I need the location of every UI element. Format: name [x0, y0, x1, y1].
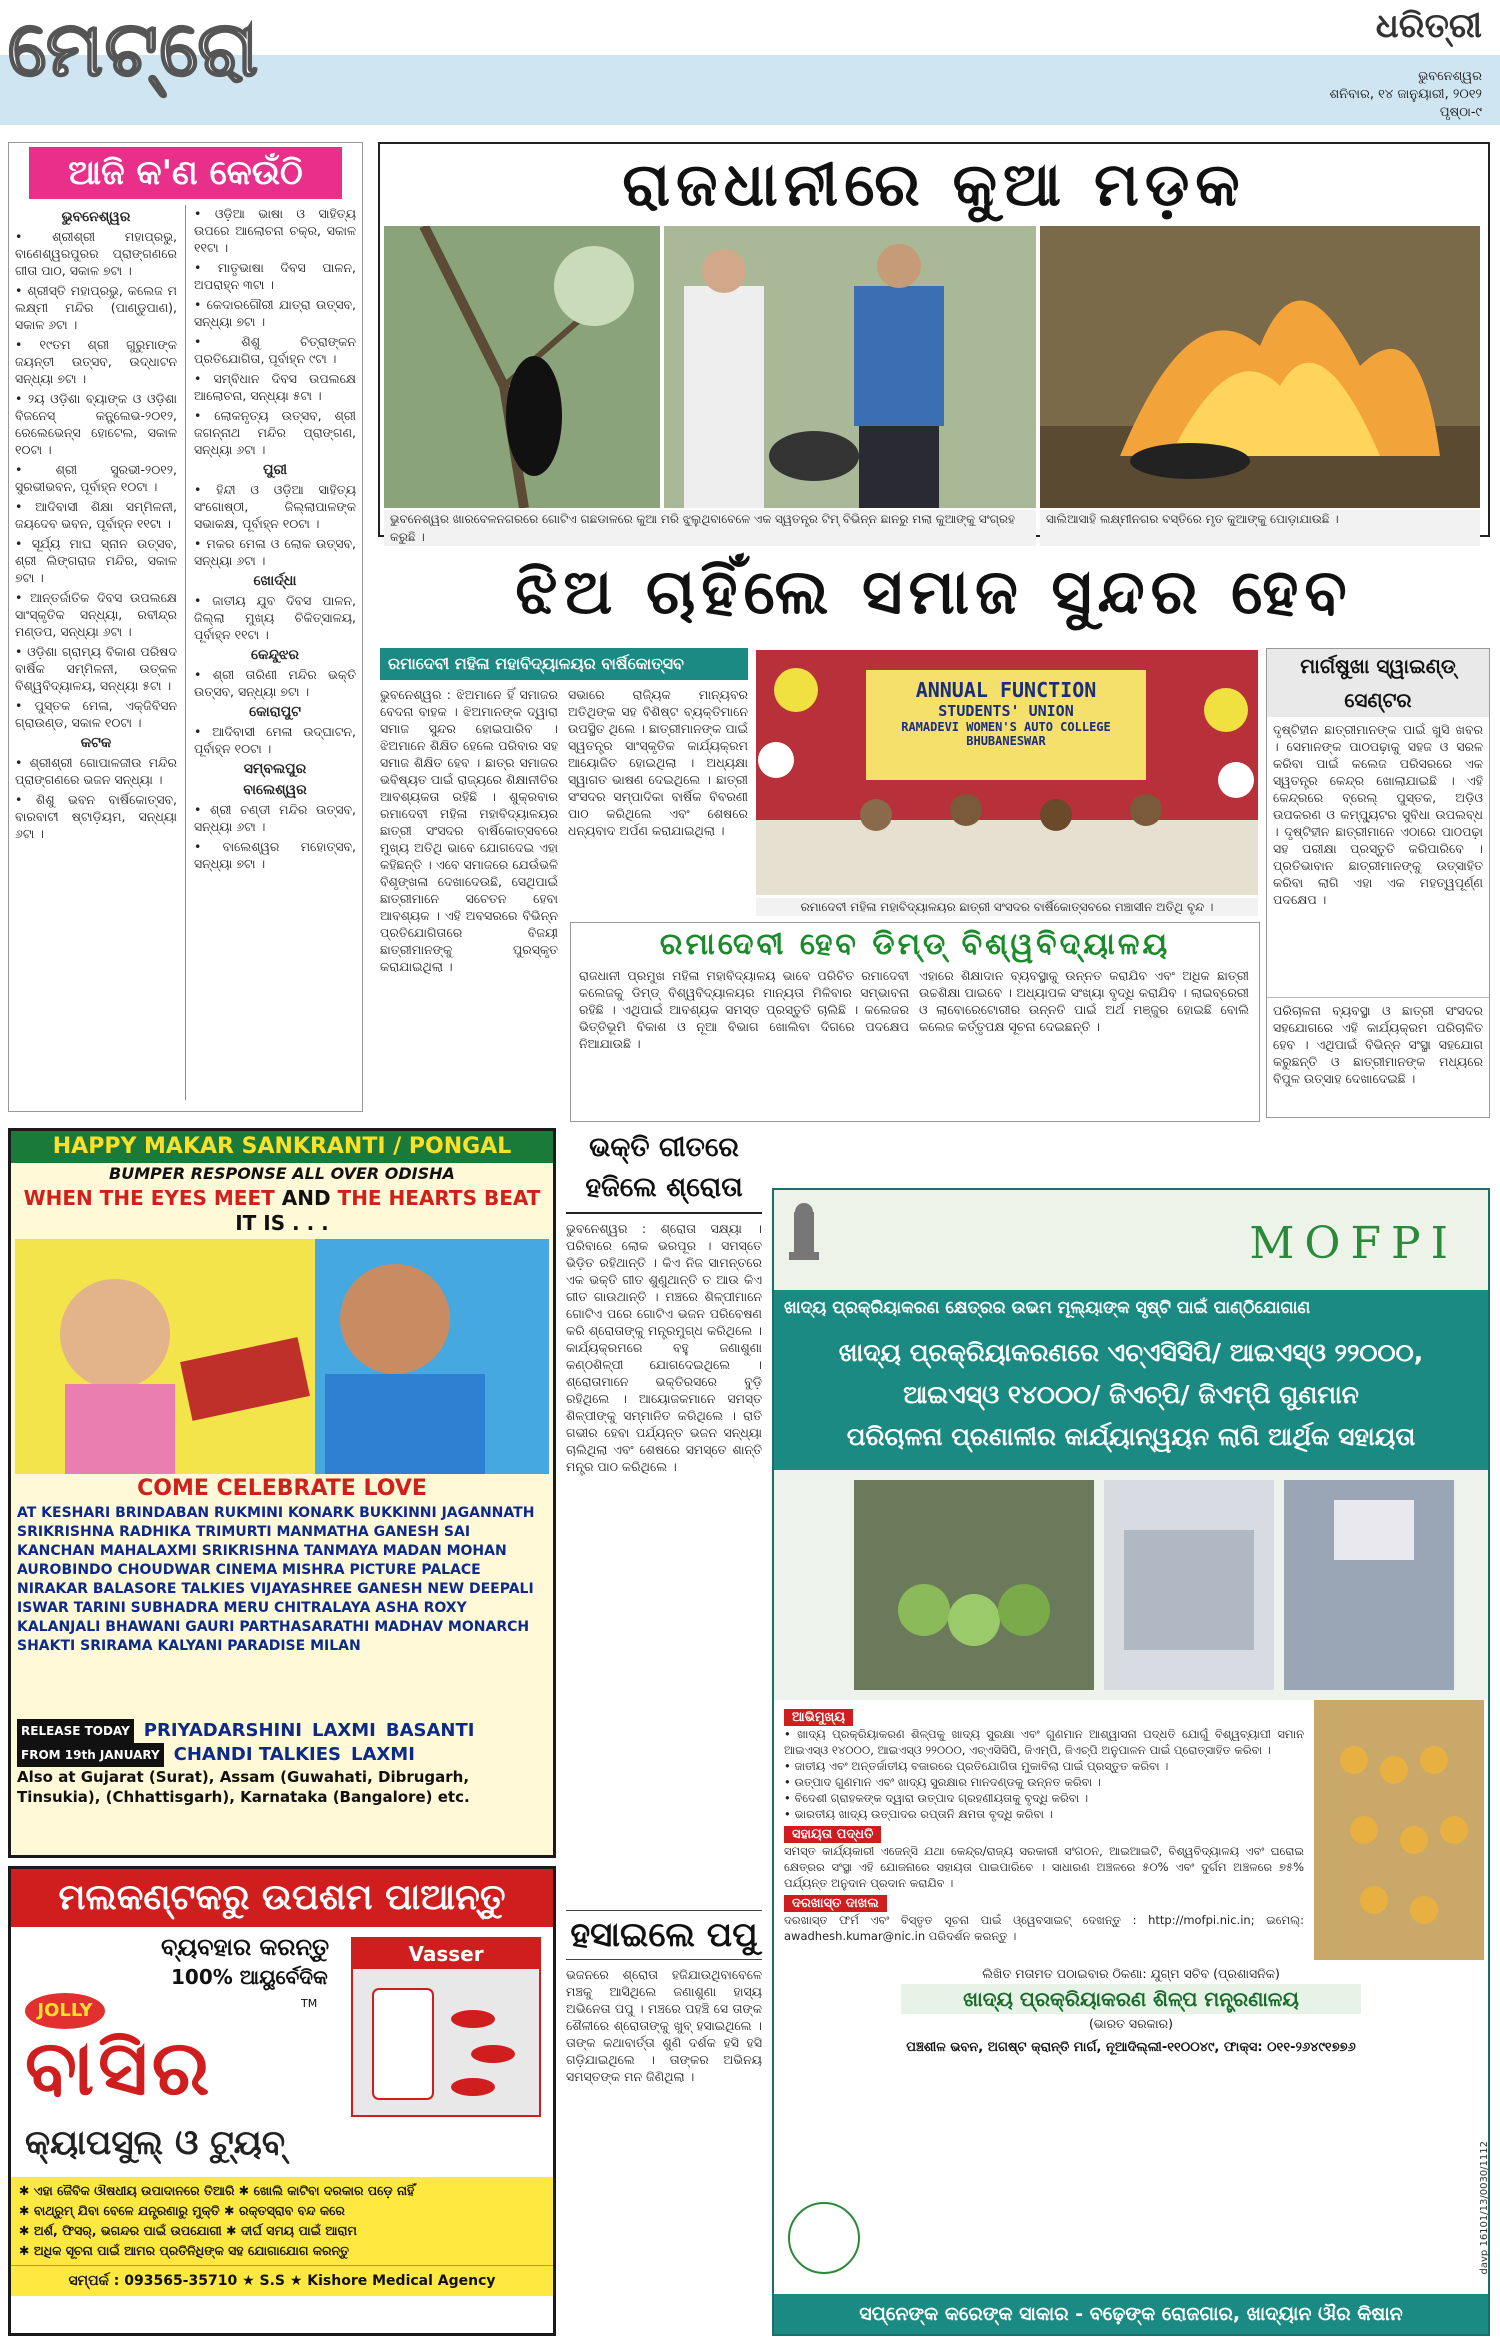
ad-tagline [11, 1185, 553, 1211]
ad-priyadarshini: PRIYADARSHINI [143, 1720, 302, 1741]
list-item: • ଆନ୍ତର୍ଜାତିକ ଦିବସ ଉପଲକ୍ଷେ ସାଂସ୍କୃତିକ ସନ୍ଧ୍ୟା, ରବୀନ୍ଦ୍ର ମଣ୍ଡପ, ସନ୍ଧ୍ୟା ୬ଟା । [15, 590, 178, 639]
list-item: • ଆଦିବାସୀ ମେଳା ଉଦ୍‌ଘାଟନ, ପୂର୍ବାହ୍ନ ୧୦ଟା । [194, 724, 357, 756]
mofpi-address: ପଞ୍ଚଶୀଳ ଭବନ, ଅଗଷ୍ଟ କ୍ରାନ୍ତି ମାର୍ଗ, ନୂଆଦିଲ୍ଲୀ-୧୧୦୦୪୯, ଫାକ୍ସ: ୦୧୧-୨୬୪୯୧୭୭୬ [906, 2040, 1356, 2055]
caption-annual-function: ରମାଦେବୀ ମହିଳା ମହାବିଦ୍ୟାଳୟର ଛାତ୍ରୀ ସଂସଦର ବାର୍ଷିକୋତ୍ସବରେ ମଞ୍ଚାସୀନ ଅତିଥି ବୃନ୍ଦ । [756, 898, 1258, 916]
jolly-brand: ବାସିର [25, 2023, 214, 2112]
list-item: • ଶ୍ରୀସ୍ତି ମହାପ୍ରଭୁ, କଲେଜ ମ ଲକ୍ଷ୍ମୀ ମନ୍ଦିର (ପାଣ୍ଡୁପାଣ), ସକାଳ ୬ଟା । [15, 283, 178, 332]
list-item: • ଶ୍ରୀ ତାରିଣୀ ମନ୍ଦିର ଭକ୍ତି ଉତ୍ସବ, ସନ୍ଧ୍ୟା ୭ଟା । [194, 667, 357, 699]
list-item: • କେଦାରଗୌରୀ ଯାତ୍ରା ଉତ୍ସବ, ସନ୍ଧ୍ୟା ୭ଟା । [194, 297, 357, 329]
jolly-bullet: ✱ ବାଥ୍‌ରୁମ୍ ଯିବା ବେଳେ ଯନ୍ତ୍ରଣାରୁ ମୁକ୍ତି ✱ ରକ୍ତସ୍ରାବ ବନ୍ଦ କରେ [19, 2203, 345, 2218]
caption-crow-left: ଭୁବନେଶ୍ୱର ଖାରବେଳନଗରରେ ଗୋଟିଏ ଗଛଡାଳରେ କୁଆ ମରି ଝୁଲୁଥିବାବେଳେ ଏକ ସ୍ୱତନ୍ତ୍ର ଟିମ୍ ବିଭିନ୍ନ ଛାନରୁ ମଲା କୁଆଙ୍କୁ ସଂଗ୍ରହ କରୁଛି । [384, 510, 1036, 546]
mofpi-sec1-list [784, 1726, 1304, 1822]
section-khordha: ଖୋର୍ଦ୍ଧା [253, 573, 297, 589]
mofpi-photo-strip [774, 1470, 1488, 1700]
headline-bhakti: ଭକ୍ତି ଗୀତରେ ହଜିଲେ ଶ୍ରୋତା [566, 1128, 762, 1214]
ad-chandi: CHANDI TALKIES [173, 1744, 342, 1765]
mofpi-ministry: ଖାଦ୍ୟ ପ୍ରକ୍ରିୟାକରଣ ଶିଳ୍ପ ମନ୍ତ୍ରଣାଳୟ [901, 1984, 1361, 2014]
mofpi-contact-head: ଲିଖିତ ମତାମତ ପଠାଇବାର ଠିକଣା: ଯୁଗ୍ମ ସଚିବ (ପ୍ରଶାସନିକ) [982, 1966, 1280, 1981]
list-item: • ଜାତୀୟ ଏବଂ ଅନ୍ତର୍ଜାତୀୟ ବଜାରରେ ପ୍ରତିଯୋଗିତା ମୁକାବିଲା ପାଇଁ ପ୍ରସ୍ତୁତ କରିବା । [784, 1759, 1169, 1773]
jolly-bullet: ✱ ଏହା ଜୈବିକ ଔଷଧୀୟ ଉପାଦାନରେ ତିଆରି ✱ ଖୋଲି କାଟିବା ଦରକାର ପଡ଼େ ନାହିଁ [19, 2183, 415, 2198]
jolly-tm: TM [301, 1997, 318, 2010]
newspaper-brand: ଧରିତ୍ରୀ [1375, 6, 1482, 46]
jolly-ayurvedic: 100% ଆୟୁର୍ବେଦିକ [171, 1965, 328, 1989]
list-item: • ଶିଶୁ ଚିତ୍ରାଙ୍କନ ପ୍ରତିଯୋଗିତା, ପୂର୍ବାହ୍ନ ୯ଟା । [194, 334, 357, 366]
list-item: • ଲୋକନୃତ୍ୟ ଉତ୍ସବ, ଶ୍ରୀ ଜଗନ୍ନାଥ ମନ୍ଦିର ପ୍ରାଙ୍ଗଣ, ସନ୍ଧ୍ୟା ୬ଟା । [194, 408, 357, 457]
photo-burning-crows [1040, 226, 1480, 508]
mofpi-title [774, 1326, 1488, 1470]
jolly-use: ବ୍ୟବହାର କରନ୍ତୁ [161, 1933, 330, 1961]
list-item: • ଖାଦ୍ୟ ପ୍ରକ୍ରିୟାକରଣ ଶିଳ୍ପକୁ ଖାଦ୍ୟ ସୁରକ୍ଷା ଏବଂ ଗୁଣମାନ ଆଶ୍ୱାସନା ପଦ୍ଧତି ଯୋଗୁଁ ବିଶ୍ୱବ୍ୟାପୀ ସମାନ ଆଇଏସ୍‌ଓ ୧୪୦୦୦, ଆଇଏସ୍‌ଓ ୨୨୦୦୦, ଏଚ୍‌ଏସିସିପି, ଜିଏମ୍‌ପି, ଜିଏଚ୍‌ପି ଅନୁପାଳନ ପାଇଁ ପ୍ରୋତ୍ସାହିତ କରିବା । [784, 1727, 1304, 1757]
mofpi-text-block [774, 1700, 1314, 1960]
headline-papu: ହସାଇଲେ ପପୁ [566, 1910, 762, 1960]
mofpi-sec2-head: ସହାୟତା ପଦ୍ଧତି [784, 1826, 881, 1843]
ad-from-row [11, 1743, 553, 1767]
sidebar-body-2: ପରିଚାଳନା ବ୍ୟବସ୍ଥା ଓ ଛାତ୍ରୀ ସଂସଦର ସହଯୋଗରେ ଏହି କାର୍ଯ୍ୟକ୍ରମ ପରିଚାଳିତ ହେବ । ଏଥିପାଇଁ ବିଭିନ୍ନ ସଂସ୍ଥା ସହଯୋଗ କରୁଛନ୍ତି ଓ ଛାତ୍ରୀମାନଙ୍କ ମଧ୍ୟରେ ବିପୁଳ ଉତ୍ସାହ ଦେଖାଦେଇଛି । [1267, 997, 1489, 1137]
mofpi-factory-photo [1314, 1700, 1484, 1960]
listings-col-2 [194, 205, 356, 1100]
section-title: ମେଟ୍ରୋ [8, 4, 261, 93]
ad-release-row [11, 1719, 553, 1743]
ad-eyes-meet: WHEN THE EYES MEET [23, 1186, 275, 1210]
davp-code: davp 16101/13/0030/1112 [1479, 2140, 1490, 2274]
listings-col-1 [15, 205, 177, 1100]
list-item: • ଜାତୀୟ ଯୁବ ଦିବସ ପାଳନ, ଜିଲ୍ଲା ମୁଖ୍ୟ ଚିକିତ୍ସାଳୟ, ପୂର୍ବାହ୍ନ ୧୧ଟା । [194, 593, 357, 642]
list-item: • ମକର ମେଳା ଓ ଲୋକ ଉତ୍ସବ, ସନ୍ଧ୍ୟା ୬ଟା । [194, 536, 357, 568]
list-item: • ୧୯ତମ ଶ୍ରୀ ଗୁରୁମାଙ୍କ ଜୟନ୍ତୀ ଉତ୍ସବ, ଉଦ୍ଧାଟନ ସନ୍ଧ୍ୟା ୭ଟା । [15, 337, 178, 386]
jolly-bullet: ✱ ଅର୍ଶ, ଫିସର୍, ଭଗନ୍ଦର ପାଇଁ ଉପଯୋଗୀ ✱ ଦୀର୍ଘ ସମୟ ପାଇଁ ଆରାମ [19, 2223, 357, 2238]
mofpi-title-3: ପରିଚାଳନା ପ୍ରଣାଳୀର କାର୍ଯ୍ୟାନ୍ୱୟନ ଲାଗି ଆର୍ଥିକ ସହାୟତା [846, 1422, 1416, 1451]
list-item: • ଶ୍ରୀଶ୍ରୀ ମହାପ୍ରଭୁ, ବାଣେଶ୍ୱରପୁରର ପ୍ରାଙ୍ଗଣରେ ଗୀତା ପାଠ, ସକାଳ ୭ଟା । [15, 229, 178, 278]
dateline [1330, 68, 1483, 122]
date: ଶନିବାର, ୧୪ ଜାନୁୟାରୀ, ୨୦୧୨ [1329, 87, 1482, 102]
list-item: • ପୁସ୍ତକ ମେଳା, ଏକ୍ଜିବିସନ ଗ୍ରାଉଣ୍ଡ, ସକାଳ ୧୦ଟା । [15, 698, 178, 730]
mofpi-ad [772, 1188, 1490, 2336]
list-item: • ଶ୍ରୀ ଚଣ୍ଡୀ ମନ୍ଦିର ଉତ୍ସବ, ସନ୍ଧ୍ୟା ୬ଟା । [194, 802, 357, 834]
banner-line-2: STUDENTS' UNION [938, 702, 1074, 720]
story-bhakti [566, 1128, 762, 2333]
ad-basanti: BASANTI [385, 1720, 475, 1741]
deemed-col-1: ରାଜଧାନୀ ପ୍ରମୁଖ ମହିଳା ମହାବିଦ୍ୟାଳୟ ଭାବେ ପରିଚିତ ରମାଦେବୀ କଲେଜକୁ ଡିମ୍‌ଡ୍ ବିଶ୍ୱବିଦ୍ୟାଳୟର ମାନ୍ୟତା ମିଳିବାର ସମ୍ଭାବନା ରହିଛି । ଏଥିପାଇଁ ଆବଶ୍ୟକ ସମସ୍ତ ପ୍ରସ୍ତୁତି ଚାଲିଛି । କଲେଜର ଭିତ୍ତିଭୂମି ବିକାଶ ଓ ନୂଆ ବିଭାଗ ଖୋଲିବା ଦିଗରେ ପଦକ୍ଷେପ ନିଆଯାଉଛି । [579, 968, 909, 1051]
listings-box [8, 142, 363, 1112]
jolly-bullets [11, 2177, 553, 2265]
list-item: • ଓଡ଼ିଶା ଗ୍ରାମ୍ୟ ବିକାଶ ପରିଷଦ ବାର୍ଷିକ ସମ୍ମିଳନୀ, ଉତ୍କଳ ବିଶ୍ୱବିଦ୍ୟାଳୟ, ସନ୍ଧ୍ୟା ୫ଟା । [15, 644, 178, 693]
box-deemed-university [570, 922, 1260, 1122]
ad-greeting: HAPPY MAKAR SANKRANTI / PONGAL [11, 1131, 553, 1163]
ad-bumper: BUMPER RESPONSE ALL OVER ODISHA [109, 1164, 455, 1183]
jolly-capsule: କ୍ୟାପସୁଲ୍ ଓ ଟ୍ୟୁବ୍ [25, 2123, 286, 2163]
mofpi-logo: MOFPI [1249, 1218, 1458, 1269]
ad-hearts-beat: THE HEARTS BEAT [337, 1186, 541, 1210]
story-crow [378, 142, 1490, 544]
banner-line-1: ANNUAL FUNCTION [915, 678, 1097, 702]
mofpi-sec3-body: ଦରଖାସ୍ତ ଫର୍ମ ଏବଂ ବିସ୍ତୃତ ସୂଚନା ପାଇଁ ଓ୍ୱେବସାଇଟ୍ ଦେଖନ୍ତୁ : http://mofpi.nic.in; ଇମେଲ୍: awadhesh.kumar@nic.in ପରିଦର୍ଶନ କରନ୍ତୁ । [784, 1913, 1304, 1943]
page-number: ପୃଷ୍ଠା-୯ [1439, 105, 1482, 120]
list-item: • ଶ୍ରୀ ସୁରଭୀ-୨୦୧୨, ସୁରଭୀଭବନ, ପୂର୍ବାହ୍ନ ୧୦ଟା । [15, 462, 178, 494]
pack-name: Vasser [353, 1939, 539, 1969]
list-item: • ସୂର୍ଯ୍ୟ ମାଘ ସ୍ନାନ ଉତ୍ସବ, ଶ୍ରୀ ଲିଙ୍ଗରାଜ ମନ୍ଦିର, ସକାଳ ୭ଟା । [15, 536, 178, 585]
sidebar-blind-centre [1266, 648, 1490, 1118]
emblem-icon [784, 1202, 824, 1272]
ad-laxmi: LAXMI [311, 1720, 376, 1741]
story-girls-col-2: ସଭାରେ ରାଜ୍ୟିକ ମାନ୍ୟବର ଅତିଥିଙ୍କ ସହ ବିଶିଷ୍ଟ ବ୍ୟକ୍ତିମାନେ ଉପସ୍ଥିତ ଥିଲେ । ଛାତ୍ରୀମାନଙ୍କ ପାଇଁ ସ୍ୱତନ୍ତ୍ର ସାଂସ୍କୃତିକ କାର୍ଯ୍ୟକ୍ରମ ଆୟୋଜିତ ହୋଇଥିଲା । ଅଧ୍ୟକ୍ଷା ସ୍ୱାଗତ ଭାଷଣ ଦେଇଥିଲେ । ଛାତ୍ରୀ ସଂସଦର ସମ୍ପାଦିକା ବାର୍ଷିକ ବିବରଣୀ ପାଠ କରିଥିଲେ ଏବଂ ଶେଷରେ ଧନ୍ୟବାଦ ଅର୍ପଣ କରାଯାଇଥିଲା । [568, 687, 748, 838]
ad-laxmi-2: LAXMI [351, 1744, 415, 1765]
ad-also-at: Also at Gujarat (Surat), Assam (Guwahati, Dibrugarh, Tinsukia), (Chhattisgarh), Karnataka (Bangalore) etc. [17, 1768, 470, 1806]
list-item: • ଶିଶୁ ଭବନ ବାର୍ଷିକୋତ୍ସବ, ବାରବାଟୀ ଷ୍ଟାଡ଼ିୟମ, ସନ୍ଧ୍ୟା ୬ଟା । [15, 792, 178, 841]
story-girls-col-1: ଭୁବନେଶ୍ୱର : ଝିଅମାନେ ହିଁ ସମାଜର ବେଦନା ବାହକ । ଝିଅମାନଙ୍କ ଦ୍ୱାରା ସମାଜ ସୁନ୍ଦର ହୋଇପାରିବ । ଝିଅମାନେ ଶିକ୍ଷିତ ହେଲେ ପରିବାର ସହ ସମାଜ ଶିକ୍ଷିତ ହେବ । ଛାତ୍ର ସମାଜର ଭବିଷ୍ୟତ ପାଇଁ ରାଜ୍ୟରେ ଶିକ୍ଷାନୀତିର ଆବଶ୍ୟକତା ରହିଛି । ଶୁକ୍ରବାର ରମାଦେବୀ ମହିଳା ମହାବିଦ୍ୟାଳୟର ଛାତ୍ରୀ ସଂସଦର ବାର୍ଷିକୋତ୍ସବରେ ମୁଖ୍ୟ ଅତିଥି ଭାବେ ଯୋଗଦେଇ ଏହା କହିଛନ୍ତି । ଏବେ ସମାଜରେ ଯେଉଁଭଳି ବିଶୃଙ୍ଖଳା ଦେଖାଦେଉଛି, ସେଥିପାଇଁ ଛାତ୍ରୀମାନେ ସଚେତନ ହେବା ଆବଶ୍ୟକ । ଏହି ଅବସରରେ ବିଭିନ୍ନ ପ୍ରତିଯୋଗିତାରେ ବିଜୟୀ ଛାତ୍ରୀମାନଙ୍କୁ ପୁରସ୍କୃତ କରାଯାଇଥିଲା । [380, 687, 558, 974]
section-sambalpur: ସମ୍ବଲପୁର [243, 761, 307, 777]
deemed-col-2: ଏହାରେ ଶିକ୍ଷାଦାନ ବ୍ୟବସ୍ଥାକୁ ଉନ୍ନତ କରାଯିବ ଏବଂ ଅଧିକ ଛାତ୍ରୀ ଉଚ୍ଚଶିକ୍ଷା ପାଇବେ । ଅଧ୍ୟାପକ ସଂଖ୍ୟା ବୃଦ୍ଧି କରାଯିବ । ଲାଇବ୍ରେରୀ ଓ ଲାବୋରେଟୋରୀର ଉନ୍ନତି ପାଇଁ ଅର୍ଥ ମଞ୍ଜୁର ହୋଇଛି ବୋଲି କଲେଜ କର୍ତ୍ତୃପକ୍ଷ ସୂଚନା ଦେଇଛନ୍ତି । [919, 968, 1249, 1034]
section-cuttack: କଟକ [80, 735, 112, 751]
headline-girls: ଝିଅ ଚାହିଁଲେ ସମାଜ ସୁନ୍ଦର ହେବ [515, 555, 1353, 628]
product-pack [351, 1937, 541, 2117]
photo-dead-crow [384, 226, 660, 508]
section-balasore: ବାଲେଶ୍ୱର [243, 782, 307, 798]
ad-it-is: IT IS . . . [235, 1211, 329, 1235]
sidebar-body: ଦୃଷ୍ଟିହୀନ ଛାତ୍ରୀମାନଙ୍କ ପାଇଁ ଖୁସି ଖବର । ସେମାନଙ୍କ ପାଠପଢ଼ାକୁ ସହଜ ଓ ସରଳ କରିବା ପାଇଁ କଲେଜ ପରିସରରେ ଏକ ସ୍ୱତନ୍ତ୍ର କେନ୍ଦ୍ର ଖୋଲାଯାଇଛି । ଏହି କେନ୍ଦ୍ରରେ ବ୍ରେଲ୍ ପୁସ୍ତକ, ଅଡ଼ିଓ ଉପକରଣ ଓ କମ୍ପ୍ୟୁଟର ସୁବିଧା ଉପଲବ୍ଧ । ଦୃଷ୍ଟିହୀନ ଛାତ୍ରୀମାନେ ଏଠାରେ ପାଠପଢ଼ା ସହ ପରୀକ୍ଷା ପ୍ରସ୍ତୁତି କରିପାରିବେ । ପ୍ରତିଭାବାନ ଛାତ୍ରୀମାନଙ୍କୁ ଉତ୍ସାହିତ କରିବା ଲାଗି ଏହା ଏକ ମହତ୍ୱପୂର୍ଣ୍ଣ ପଦକ୍ଷେପ । [1273, 722, 1483, 907]
caption-crow-right: ସାଲିଆସାହି ଲକ୍ଷ୍ମୀନଗର ବସ୍ତିରେ ମୃତ କୁଆଙ୍କୁ ପୋଡ଼ାଯାଉଛି । [1040, 510, 1480, 546]
listings-heading: ଆଜି କ'ଣ କେଉଁଠି [29, 147, 342, 199]
section-koraput: କୋରାପୁଟ [249, 704, 301, 720]
ad-release-today: RELEASE TODAY [17, 1719, 134, 1743]
ad-come-celebrate: COME CELEBRATE LOVE [137, 1476, 427, 1501]
papu-body: ଭଜନରେ ଶ୍ରୋତା ହଜିଯାଉଥିବାବେଳେ ମଞ୍ଚକୁ ଆସିଥିଲେ ଜଣାଶୁଣା ହାସ୍ୟ ଅଭିନେତା ପପୁ । ମଞ୍ଚରେ ପହଞ୍ଚି ସେ ତାଙ୍କ ଶୈଳୀରେ ଶ୍ରୋତାଙ୍କୁ ଖୁବ୍ ହସାଇଥିଲେ । ତାଙ୍କ କଥାବାର୍ତ୍ତା ଶୁଣି ଦର୍ଶକ ହସି ହସି ଗଡ଼ିଯାଇଥିଲେ । ତାଙ୍କର ଅଭିନୟ ସମସ୍ତଙ୍କ ମନ ଜିଣିଥିଲା । [566, 1967, 762, 2084]
headline-crow: ରାଜଧାନୀରେ କୁଆ ମଡ଼କ [622, 150, 1246, 220]
list-item: • ହିନ୍ଦୀ ଓ ଓଡ଼ିଆ ସାହିତ୍ୟ ସଂଗୋଷ୍ଠୀ, ଜିଲ୍ଲାପାଳଙ୍କ ସଭାକକ୍ଷ, ପୂର୍ବାହ୍ନ ୧୦ଟା । [194, 482, 357, 531]
list-item: • ଭାରତୀୟ ଖାଦ୍ୟ ଉତ୍ପାଦର ରପ୍ତାନି କ୍ଷମତା ବୃଦ୍ଧି କରିବା । [784, 1807, 1053, 1821]
mofpi-band: ଖାଦ୍ୟ ପ୍ରକ୍ରିୟାକରଣ କ୍ଷେତ୍ରର ଉଭମ ମୂଲ୍ୟାଙ୍କ ସୃଷ୍ଟି ପାଇଁ ପାଣ୍ଠିଯୋଗାଣ [774, 1290, 1488, 1326]
sidebar-heading: ମାର୍ଗଷୁଖା ସ୍ୱାଇଣ୍ଡ୍ ସେଣ୍ଟର [1267, 649, 1489, 717]
list-item: • ବିଦେଶୀ ଗ୍ରାହକଙ୍କ ଦ୍ୱାରା ଉତ୍ପାଦ ଗ୍ରହଣୀୟତାକୁ ବୃଦ୍ଧି କରିବା । [784, 1791, 1089, 1805]
section-keonjhar: କେନ୍ଦୁଝର [250, 647, 300, 663]
list-item: • ଉତ୍ପାଦ ଗୁଣମାନ ଏବଂ ଖାଦ୍ୟ ସୁରକ୍ଷାର ମାନଦଣ୍ଡକୁ ଉନ୍ନତ କରିବା । [784, 1775, 1101, 1789]
jolly-ad [8, 1866, 556, 2336]
list-item: • ଆଦିବାସୀ ଶିକ୍ଷା ସମ୍ମିଳନୀ, ଜୟଦେବ ଭବନ, ପୂର୍ବାହ୍ନ ୧୧ଟା । [15, 499, 178, 531]
list-item: • ୨ୟ ଓଡ଼ିଶା ବ୍ୟାଙ୍କ ଓ ଓଡ଼ିଶା ବିଜନେସ୍ କନ୍ଫ୍ଲେଭ-୨୦୧୨, ରେଲେଭେନ୍ସ ହୋଟେଲ, ସକାଳ ୧୦ଟା । [15, 391, 178, 457]
jolly-logo: JOLLY [25, 1993, 105, 2029]
subhead-ramadevi: ରମାଦେବୀ ମହିଳା ମହାବିଦ୍ୟାଳୟର ବାର୍ଷିକୋତ୍ସବ [380, 648, 748, 680]
ad-from-date: FROM 19th JANUARY [17, 1743, 164, 1767]
mofpi-sec2-body: ସମସ୍ତ କାର୍ଯ୍ୟକାରୀ ଏଜେନ୍ସି ଯଥା କେନ୍ଦ୍ର/ରାଜ୍ୟ ସରକାରୀ ସଂଗଠନ, ଆଇଆଇଟି, ବିଶ୍ୱବିଦ୍ୟାଳୟ ଏବଂ ଘରୋଇ କ୍ଷେତ୍ରର ସଂସ୍ଥା ଏହି ଯୋଜନାରେ ସହାୟତା ପାଇପାରିବେ । ସାଧାରଣ ଅଞ୍ଚଳରେ ୫୦% ଏବଂ ଦୁର୍ଗମ ଅଞ୍ଚଳରେ ୭୫% ପର୍ଯ୍ୟନ୍ତ ଅନୁଦାନ ପ୍ରଦାନ କରାଯିବ । [784, 1844, 1304, 1890]
section-puri: ପୁରୀ [262, 462, 288, 478]
list-item: • ବାଲେଶ୍ୱର ମହୋତ୍ସବ, ସନ୍ଧ୍ୟା ୭ଟା । [194, 839, 357, 871]
banner-line-4: BHUBANESWAR [966, 734, 1046, 748]
jolly-bullet: ✱ ଅଧିକ ସୂଚନା ପାଇଁ ଆମର ପ୍ରତିନିଧିଙ୍କ ସହ ଯୋଗାଯୋଗ କରନ୍ତୁ [19, 2243, 350, 2258]
mofpi-title-1: ଖାଦ୍ୟ ପ୍ରକ୍ରିୟାକରଣରେ ଏଚ୍‌ଏସିସିପି/ ଆଇଏସ୍‌ଓ ୨୨୦୦୦, [838, 1338, 1424, 1367]
bhakti-body: ଭୁବନେଶ୍ୱର : ଶ୍ରୋତା ସକ୍ଷ୍ୟା । ପରିବାରେ ଲୋକ ଭରପୂର । ସମସ୍ତେ ଭିଡ଼ିତ ରହିଥାନ୍ତି । କିଏ ନିଜ ସାମନ୍ତରେ ଏକ ଭକ୍ତି ଗୀତ ଶୁଣୁଥାନ୍ତି ତ ଆଉ କିଏ ଗୀତ ଗାଉଥାନ୍ତି । ମଞ୍ଚରେ ଶିଳ୍ପୀମାନେ ଗୋଟିଏ ପରେ ଗୋଟିଏ ଭଜନ ପରିବେଷଣ କରି ଶ୍ରୋତାଙ୍କୁ ମନ୍ତ୍ରମୁଗ୍ଧ କରିଥିଲେ । କାର୍ଯ୍ୟକ୍ରମରେ ବହୁ ଜଣାଶୁଣା କଣ୍ଠଶିଳ୍ପୀ ଯୋଗଦେଇଥିଲେ । ଶ୍ରୋତାମାନେ ଭକ୍ତିରସରେ ବୁଡ଼ି ରହିଥିଲେ । ଆୟୋଜକମାନେ ସମସ୍ତ ଶିଳ୍ପୀଙ୍କୁ ସମ୍ମାନିତ କରିଥିଲେ । ରାତି ଗଭୀର ହେବା ପର୍ଯ୍ୟନ୍ତ ଭଜନ ସନ୍ଧ୍ୟା ଚାଲିଥିଲା ଏବଂ ଶେଷରେ ସମସ୍ତେ ଶାନ୍ତି ମନ୍ତ୍ର ପାଠ କରିଥିଲେ । [566, 1221, 762, 1474]
mofpi-title-2: ଆଇଏସ୍‌ଓ ୧୪୦୦୦/ ଜିଏଚ୍‌ପି/ ଜିଏମ୍‌ପି ଗୁଣମାନ [903, 1380, 1359, 1409]
mofpi-govt: (ଭାରତ ସରକାର) [1089, 2016, 1173, 2031]
list-item: • ସମ୍ବିଧାନ ଦିବସ ଉପଲକ୍ଷେ ଆଲୋଚନା, ସନ୍ଧ୍ୟା ୫ଟା । [194, 371, 357, 403]
headline-deemed: ରମାଦେବୀ ହେବ ଡିମ୍‌ଡ୍ ବିଶ୍ୱବିଦ୍ୟାଳୟ [659, 927, 1171, 962]
section-bhubaneswar: ଭୁବନେଶ୍ୱର [61, 209, 131, 225]
city: ଭୁବନେଶ୍ୱର [1418, 69, 1482, 84]
banner-text [866, 678, 1146, 748]
film-poster [15, 1239, 549, 1474]
film-ad [8, 1128, 556, 1858]
jolly-phone: ସମ୍ପର୍କ : 093565-35710 ★ S.S ★ Kishore Medical Agency [11, 2265, 553, 2296]
mofpi-sec3-head: ଦରଖାସ୍ତ ଦାଖଲ [784, 1895, 887, 1912]
list-item: • ଶ୍ରୀଶ୍ରୀ ଗୋପାଳଜୀଉ ମନ୍ଦିର ପ୍ରାଙ୍ଗଣରେ ଭଜନ ସନ୍ଧ୍ୟା । [15, 755, 178, 787]
ad-and: AND [281, 1186, 331, 1210]
list-item: • ମାତୃଭାଷା ଦିବସ ପାଳନ, ଅପରାହ୍ନ ୩ଟା । [194, 260, 357, 292]
list-item: • ଓଡ଼ିଆ ଭାଷା ଓ ସାହିତ୍ୟ ଉପରେ ଆଲୋଚନା ଚକ୍ର, ସକାଳ ୧୧ଟା । [194, 206, 357, 255]
ad-theatre-list: AT KESHARI BRINDABAN RUKMINI KONARK BUKKINNI JAGANNATH SRIKRISHNA RADHIKA TRIMURTI MANMATHA GANESH SAI KANCHAN MAHALAXMI SRIKRISHNA TANMAYA MADAN MOHAN AUROBINDO CHOUDWAR CINEMA MISHRA PICTURE PALACE NIRAKAR BALASORE TALKIES VIJAYASHREE GANESH NEW DEEPALI ISWAR TARINI SUBHADRA MERU CHITRALAYA ASHA ROXY KALANJALI BHAWANI GAURI PARTHASARATHI MADHAV MONARCH SHAKTI SRIRAMA KALYANI PARADISE MILAN [17, 1505, 535, 1654]
banner-line-3: RAMADEVI WOMEN'S AUTO COLLEGE [901, 720, 1111, 734]
mofpi-seal [788, 2202, 860, 2274]
jolly-headline: ମଲକଣ୍ଟକରୁ ଉପଶମ ପାଆନ୍ତୁ [11, 1869, 553, 1927]
photo-collecting-crows [664, 226, 1036, 508]
mofpi-sec1-head: ଆଭିମୁଖ୍ୟ [784, 1709, 853, 1726]
mofpi-footer: ସପ୍ନେଙ୍କ କରେଙ୍କ ସାକାର - ବଢ଼େଙ୍କ ରୋଜଗାର, ଖାଦ୍ୟାନ ଔର କିଷାନ [774, 2294, 1488, 2334]
